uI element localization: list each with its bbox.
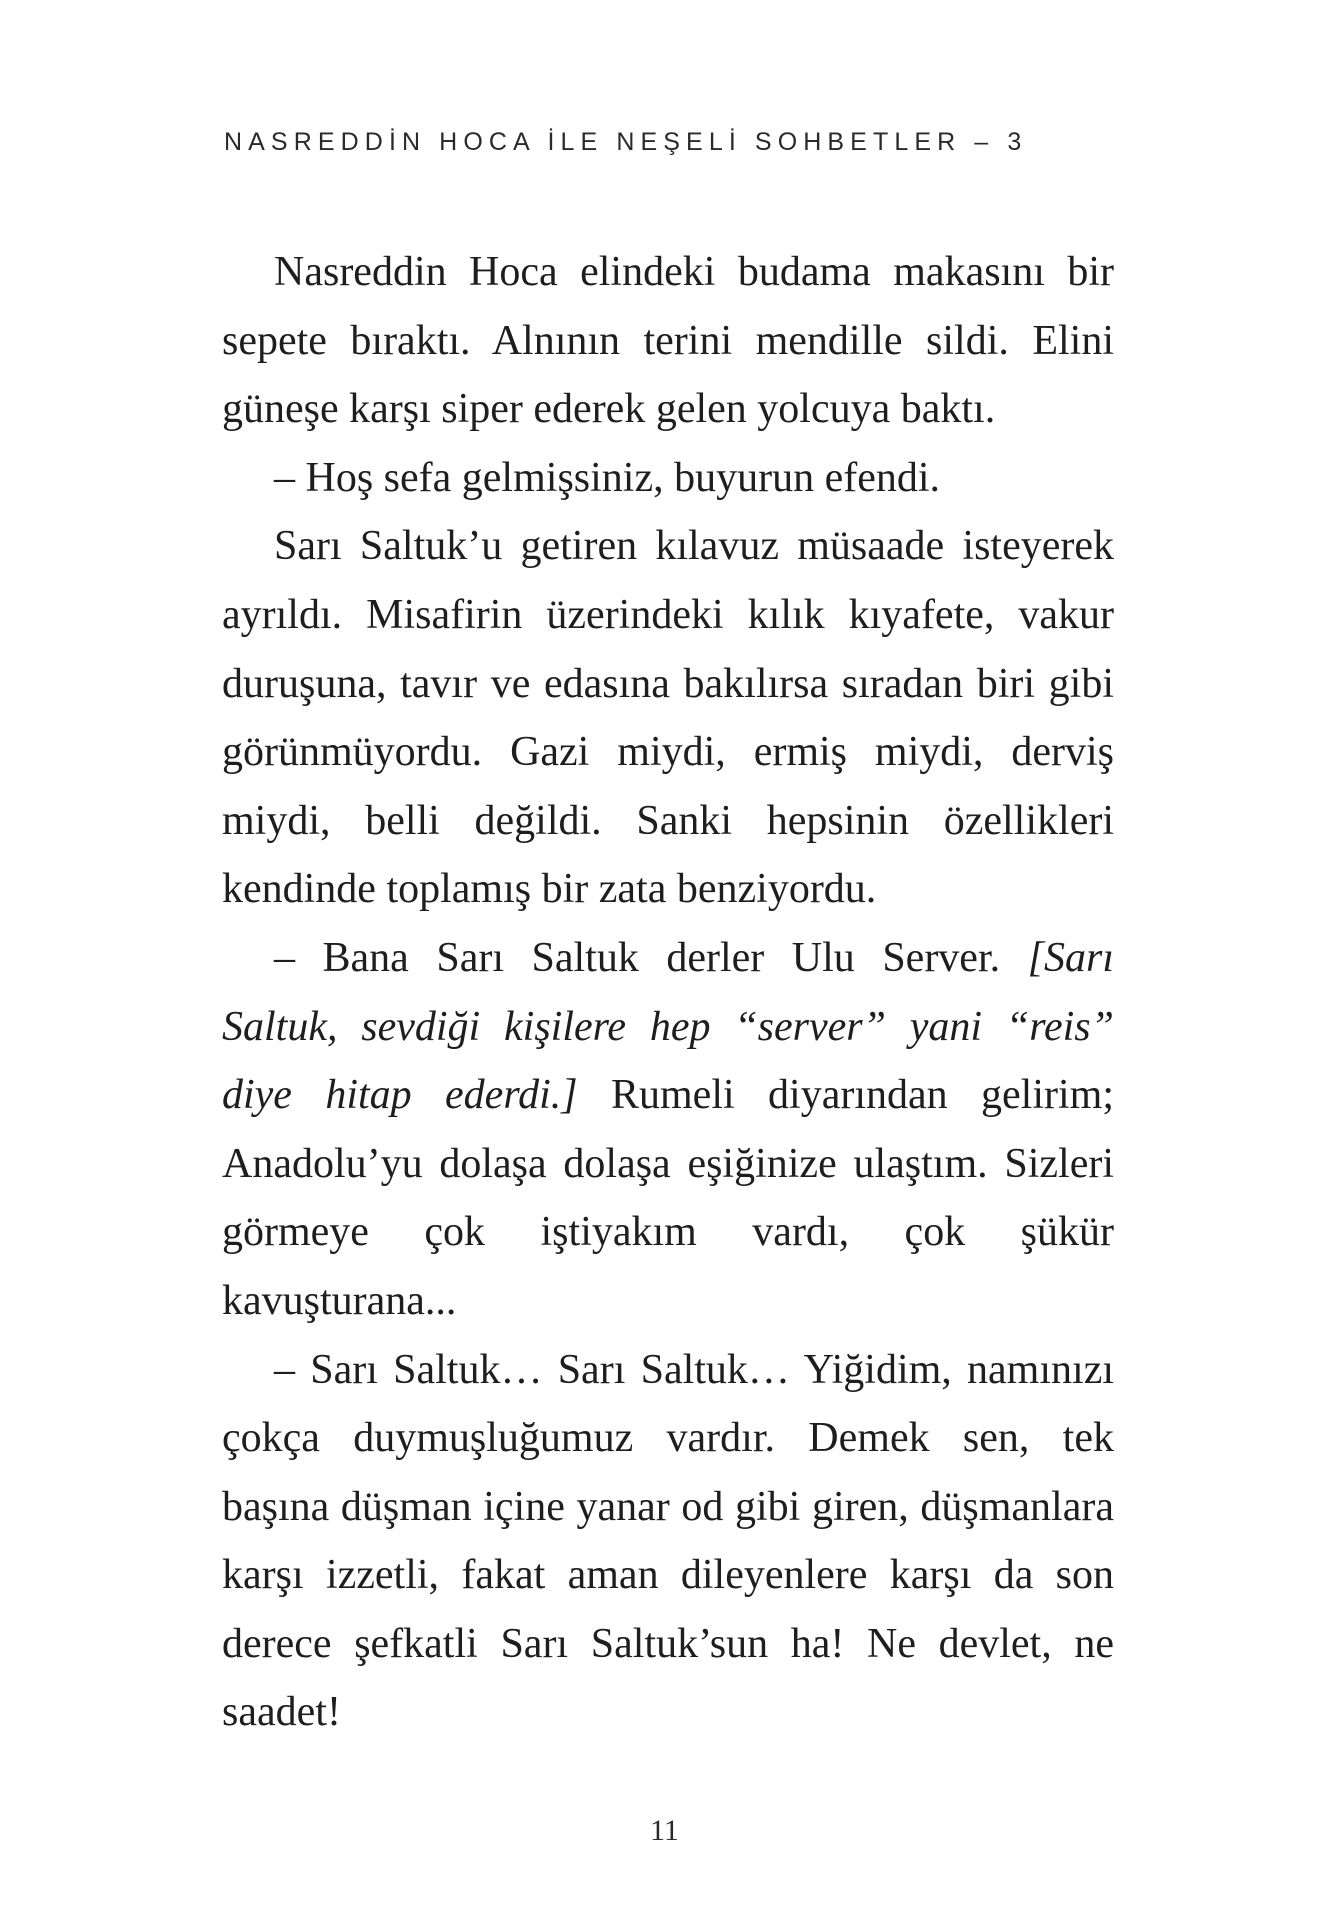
body-text — [222, 238, 1114, 1747]
paragraph-5: – Sarı Saltuk… Sarı Saltuk… Yiğidim, namınızı çokça duymuşluğumuz vardır. Demek sen, tek başına düşman içine yanar od gibi giren, düşmanlara karşı izzetli, fakat aman dileyenlere karşı da son derece şefkatli Sarı Saltuk’sun ha! Ne devlet, ne saadet! — [222, 1346, 1114, 1736]
page-number: 11 — [650, 1814, 679, 1847]
paragraph-4-italic-note: [Sarı Saltuk, sevdiği kişilere hep “server” yani “reis” diye hitap ederdi.] — [222, 934, 1114, 1119]
paragraph-1: Nasreddin Hoca elindeki budama makasını bir sepete bıraktı. Alnının terini mendille sildi. Elini güneşe karşı siper ederek gelen yolcuya baktı. — [222, 249, 1114, 433]
running-header: NASREDDİN HOCA İLE NEŞELİ SOHBETLER – 3 — [224, 128, 1028, 156]
paragraph-4-text-before: – Bana Sarı Saltuk derler Ulu Server. — [274, 934, 1028, 981]
paragraph-4 — [222, 924, 1114, 1336]
paragraph-3: Sarı Saltuk’u getiren kılavuz müsaade isteyerek ayrıldı. Misafirin üzerindeki kılık kıyafete, vakur duruşuna, tavır ve edasına bakılırsa sıradan biri gibi görünmüyordu. Gazi miydi, ermiş miydi, derviş miydi, belli değildi. Sanki hepsinin özellikleri kendinde toplamış bir zata benziyordu. — [222, 523, 1114, 913]
paragraph-2: – Hoş sefa gelmişsiniz, buyurun efendi. — [274, 454, 941, 501]
paragraph-4-text-after: Rumeli diyarından gelirim; Anadolu’yu dolaşa dolaşa eşiğinize ulaştım. Sizleri görmeye çok iştiyakım vardı, çok şükür kavuşturana... — [222, 1072, 1114, 1324]
